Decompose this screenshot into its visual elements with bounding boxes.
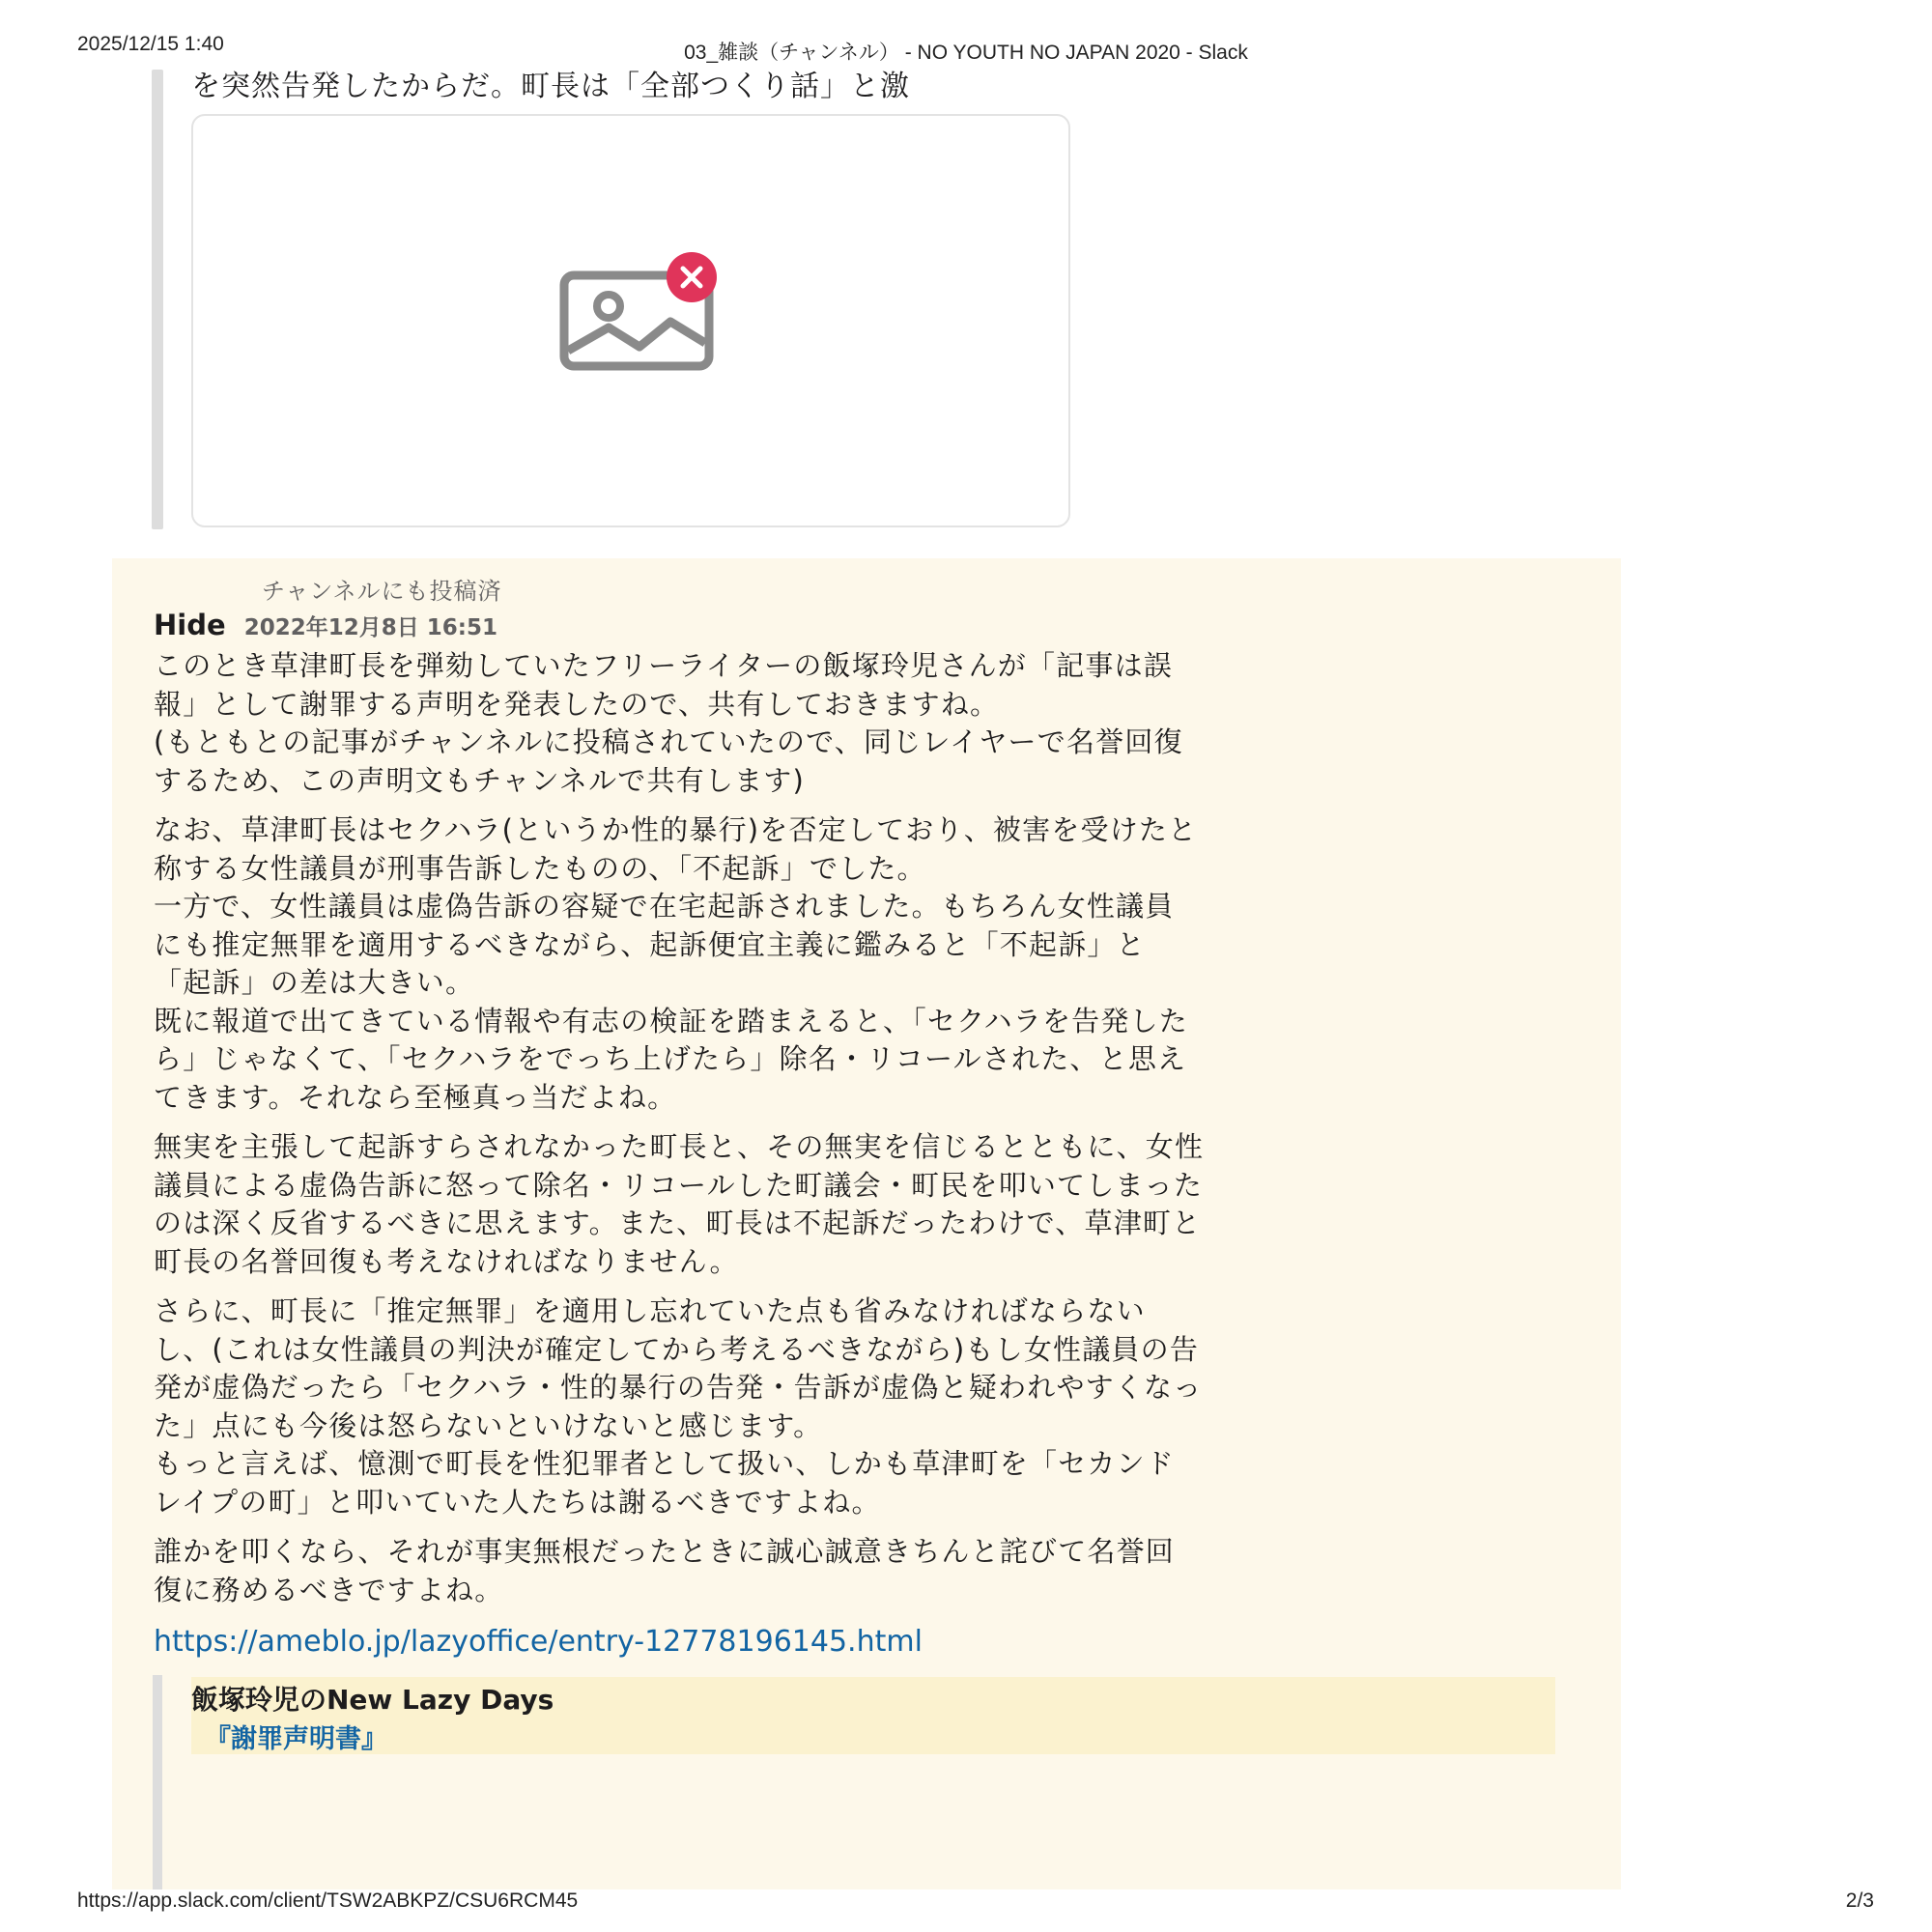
message-timestamp[interactable]: 2022年12月8日 16:51 — [243, 615, 497, 640]
message-line: てきます。それなら至極真っ当だよね。 — [154, 1080, 677, 1114]
message-line: 既に報道で出てきている情報や有志の検証を踏まえると、「セクハラを告発した — [154, 1004, 1188, 1037]
message-line: もっと言えば、憶測で町長を性犯罪者として扱い、しかも草津町を「セカンド — [154, 1447, 1176, 1480]
message-line: し、(これは女性議員の判決が確定してから考えるべきながら)もし女性議員の告 — [154, 1332, 1200, 1366]
message-line: 発が虚偽だったら「セクハラ・性的暴行の告発・告訴が虚偽と疑われやすくなっ — [154, 1371, 1203, 1404]
message-line: (もともとの記事がチャンネルに投稿されていたので、同じレイヤーで名誉回復 — [154, 725, 1183, 758]
message-line: 誰かを叩くなら、それが事実無根だったときに誠心誠意きちんと詫びて名誉回 — [154, 1535, 1176, 1568]
attachment-bar — [153, 1675, 162, 1889]
message-line: 「起訴」の差は大きい。 — [154, 966, 475, 999]
message-paragraph — [154, 647, 1603, 800]
broken-image-icon — [551, 246, 724, 372]
also-sent-to-channel: チャンネルにも投稿済 — [262, 578, 502, 605]
highlighted-message — [112, 558, 1621, 1889]
message-line: 一方で、女性議員は虚偽告訴の容疑で在宅起訴されました。もちろん女性議員 — [154, 890, 1175, 923]
message-paragraph — [154, 811, 1603, 1117]
message-line: このとき草津町長を弾劾していたフリーライターの飯塚玲児さんが「記事は誤 — [154, 649, 1173, 682]
message-line: ら」じゃなくて、「セクハラをでっち上げたら」除名・リコールされた、と思え — [154, 1042, 1187, 1075]
link-preview[interactable] — [191, 1677, 1555, 1754]
message-line: なお、草津町長はセクハラ(というか性的暴行)を否定しており、被害を受けたと — [154, 813, 1198, 846]
previous-message-text: を突然告発したからだ。町長は「全部つくり話」と激 — [191, 70, 910, 103]
message-paragraph — [154, 1293, 1603, 1521]
preview-site-name: 飯塚玲児のNew Lazy Days — [191, 1684, 554, 1716]
message-line: 議員による虚偽告訴に怒って除名・リコールした町議会・町民を叩いてしまった — [154, 1168, 1204, 1202]
message-line: 報」として謝罪する声明を発表したので、共有しておきますね。 — [154, 687, 1000, 721]
message-line: 復に務めるべきですよね。 — [154, 1573, 504, 1606]
message-line: さらに、町長に「推定無罪」を適用し忘れていた点も省みなければならない — [154, 1294, 1146, 1327]
quote-bar — [152, 70, 163, 529]
message-line: するため、この声明文もチャンネルで共有します) — [154, 763, 806, 797]
message-line: のは深く反省するべきに思えます。また、町長は不起訴だったわけで、草津町と — [154, 1207, 1202, 1239]
print-footer — [0, 1889, 1932, 1928]
message-line: レイプの町」と叩いていた人たちは謝るべきですよね。 — [154, 1485, 881, 1519]
message-line: 無実を主張して起訴すらされなかった町長と、その無実を信じるとともに、女性 — [154, 1130, 1205, 1163]
message-header — [154, 609, 497, 641]
message-line: 称する女性議員が刑事告訴したものの、「不起訴」でした。 — [154, 851, 926, 885]
message-paragraph — [154, 1533, 1603, 1609]
print-title: 03_雑談（チャンネル） - NO YOUTH NO JAPAN 2020 - Slack — [684, 42, 1248, 64]
message-link[interactable]: https://ameblo.jp/lazyoffice/entry-12778196145.html — [154, 1625, 923, 1659]
print-url: https://app.slack.com/client/TSW2ABKPZ/CSU6RCM45 — [77, 1889, 579, 1912]
message-body — [154, 647, 1603, 1621]
image-placeholder[interactable] — [191, 114, 1070, 527]
message-line: 町長の名誉回復も考えなければなりません。 — [154, 1244, 739, 1278]
message-line: た」点にも今後は怒らないといけないと感じます。 — [154, 1408, 823, 1442]
preview-title[interactable]: 『謝罪声明書』 — [205, 1724, 387, 1754]
message-line: にも推定無罪を適用するべきながら、起訴便宜主義に鑑みると「不起訴」と — [154, 927, 1146, 961]
sender-name[interactable]: Hide — [154, 609, 226, 641]
message-paragraph — [154, 1128, 1603, 1281]
print-date: 2025/12/15 1:40 — [77, 33, 224, 55]
page-number: 2/3 — [1845, 1889, 1874, 1912]
